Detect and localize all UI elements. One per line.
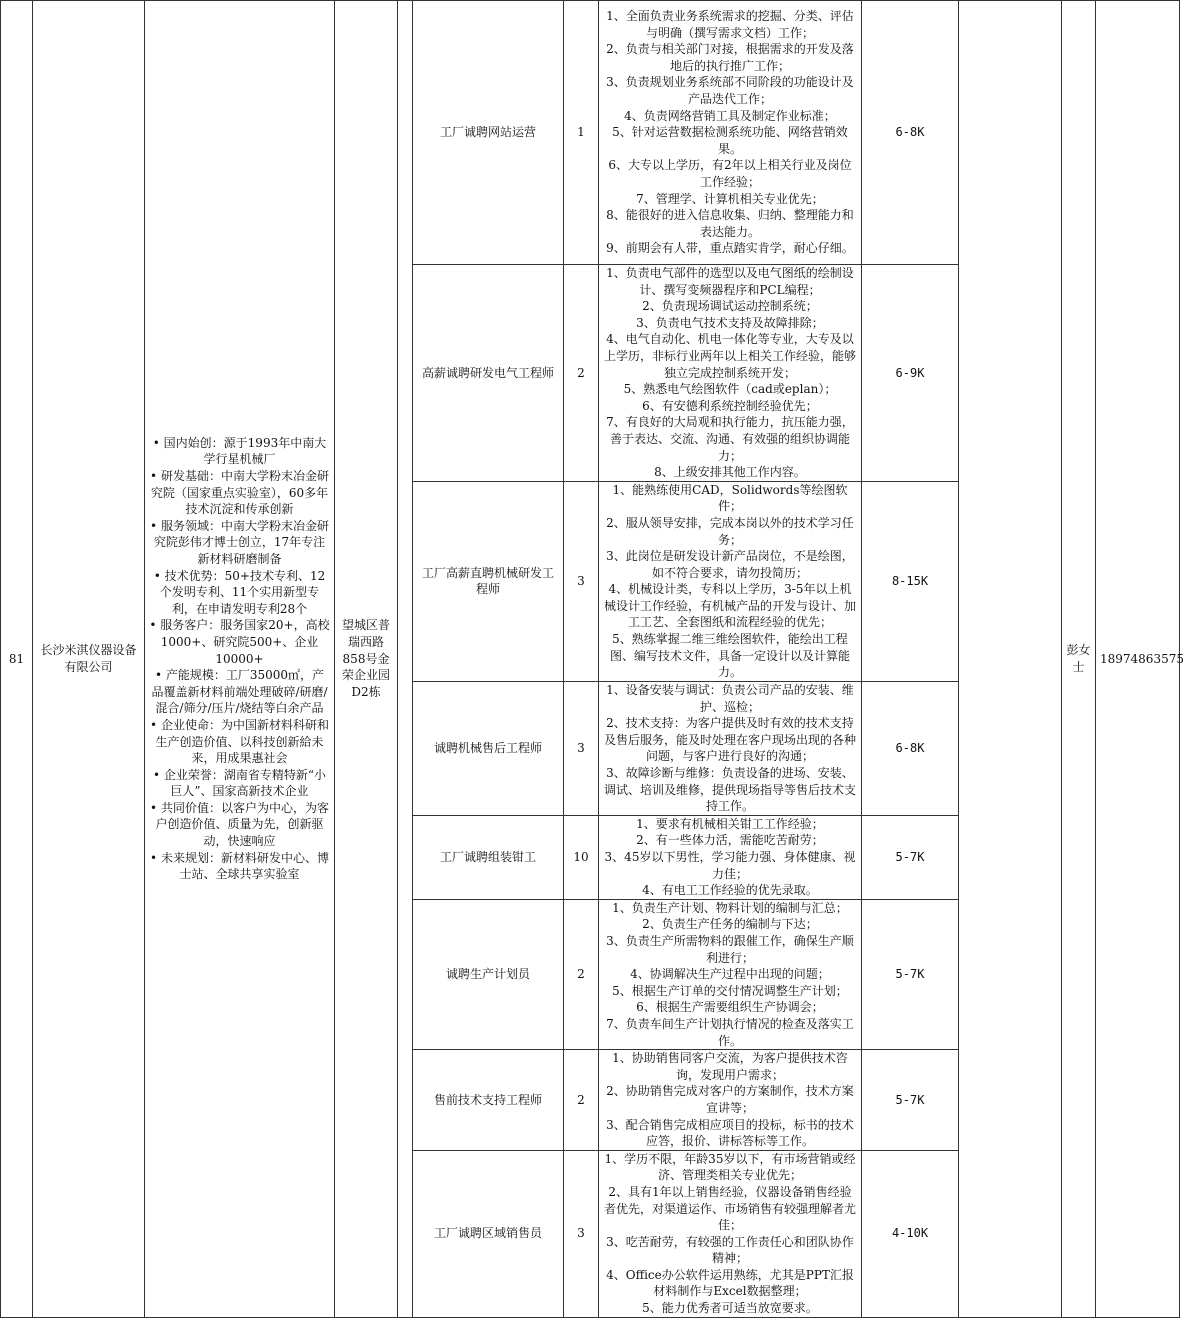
company-intro: [145, 1, 335, 1318]
requirement-line: 8、能很好的进入信息收集、归纳、整理能力和表达能力。: [606, 208, 854, 239]
requirement-line: 2、有一些体力活，需能吃苦耐劳；: [636, 833, 824, 848]
intro-item: • 国内始创：源于1993年中南大学行星机械厂: [152, 435, 327, 467]
requirement-line: 2、服从领导安排，完成本岗以外的技术学习任务；: [606, 515, 854, 547]
intro-item: • 产能规模：工厂35000㎡，产品覆盖新材料前端处理破碎/研磨/混合/筛分/压片/烧结等白余产品: [151, 668, 328, 716]
requirement-line: 5、根据生产订单的交付情况调整生产计划；: [612, 983, 848, 998]
requirement-line: 7、负责车间生产计划执行情况的检查及落实工作。: [606, 1016, 854, 1048]
requirement-line: 4、机械设计类，专科以上学历，3-5年以上机械设计工作经验，有机械产品的开发与设计、加工工艺、全套图纸和流程经验的优先；: [603, 582, 856, 630]
requirement-line: 6、有安德利系统控制经验优先；: [642, 398, 818, 413]
requirement-line: 2、负责与相关部门对接，根据需求的开发及落地后的执行推广工作；: [606, 42, 854, 73]
requirement-line: 2、协助销售完成对客户的方案制作，技术方案宣讲等；: [606, 1084, 854, 1115]
job-salary: 8-15K: [862, 481, 959, 681]
requirement-line: 2、负责生产任务的编制与下达；: [642, 917, 818, 932]
intro-item: • 未来规划：新材料研发中心、博士站、全球共享实验室: [150, 850, 329, 882]
company-address: 望城区普瑞西路858号金荣企业园D2栋: [335, 1, 398, 1318]
job-count: 2: [564, 899, 599, 1049]
requirement-line: 2、具有1年以上销售经验，仪器设备销售经验者优先，对渠道运作、市场销售有较强理解者尤佳；: [603, 1184, 856, 1233]
job-salary: 6-8K: [862, 1, 959, 265]
job-count: 1: [564, 1, 599, 265]
requirement-line: 1、负责电气部件的选型以及电气图纸的绘制设计、撰写变频器程序和PCL编程；: [606, 266, 854, 297]
requirement-line: 4、有电工工作经验的优先录取。: [642, 883, 818, 898]
requirement-line: 5、能力优秀者可适当放宽要求。: [642, 1301, 818, 1316]
requirement-line: 1、负责生产计划、物料计划的编制与汇总；: [612, 900, 848, 915]
job-requirements: [599, 899, 862, 1049]
requirement-line: 1、能熟练使用CAD，Solidwords等绘图软件；: [612, 482, 848, 514]
job-title: 诚聘机械售后工程师: [413, 681, 564, 815]
requirement-line: 4、协调解决生产过程中出现的问题；: [630, 967, 830, 982]
job-salary: 5-7K: [862, 899, 959, 1049]
requirement-line: 3、负责生产所需物料的跟催工作，确保生产顺利进行；: [606, 934, 854, 965]
requirement-line: 1、设备安装与调试：负责公司产品的安装、维护、巡检；: [606, 682, 854, 714]
intro-item: • 研发基础：中南大学粉末冶金研究院（国家重点实验室），60多年技术沉淀和传承创新: [150, 469, 329, 517]
job-count: 2: [564, 265, 599, 482]
job-salary: 5-7K: [862, 815, 959, 899]
intro-item: • 服务客户：服务国家20+，高校1000+、研究院500+、企业10000+: [149, 618, 330, 666]
requirement-line: 4、Office办公软件运用熟练，尤其是PPT汇报材料制作与Excel数据整理；: [606, 1267, 854, 1299]
company-name: 长沙米淇仪器设备有限公司: [33, 1, 145, 1318]
job-count: 3: [564, 681, 599, 815]
job-title: 工厂诚聘区域销售员: [413, 1150, 564, 1317]
requirement-line: 3、配合销售完成相应项目的投标，标书的技术应答，报价、讲标答标等工作。: [606, 1117, 854, 1149]
job-salary: 5-7K: [862, 1050, 959, 1151]
contact-person: 彭女士: [1062, 1, 1096, 1318]
job-title: 高薪诚聘研发电气工程师: [413, 265, 564, 482]
requirement-line: 7、有良好的大局观和执行能力，抗压能力强，善于表达、交流、沟通、有效强的组织协调能力；: [606, 415, 854, 463]
requirement-line: 6、大专以上学历，有2年以上相关行业及岗位工作经验；: [608, 158, 852, 189]
requirement-line: 1、协助销售同客户交流，为客户提供技术咨询，发现用户需求；: [612, 1051, 848, 1082]
requirement-line: 3、负责规划业务系统部不同阶段的功能设计及产品迭代工作；: [606, 75, 854, 107]
job-requirements: [599, 681, 862, 815]
requirement-line: 8、上级安排其他工作内容。: [654, 465, 806, 480]
job-title: 诚聘生产计划员: [413, 899, 564, 1049]
intro-item: • 共同价值：以客户为中心，为客户创造价值、质量为先，创新驱动，快速响应: [150, 800, 329, 849]
requirement-line: 5、熟悉电气绘图软件（cad或eplan）；: [623, 382, 837, 397]
requirement-line: 3、故障诊断与维修：负责设备的进场、安装、调试、培训及维修，提供现场指导等售后技术支持工作。: [603, 765, 856, 814]
job-salary: 6-8K: [862, 681, 959, 815]
requirement-line: 3、45岁以下男性，学习能力强、身体健康、视力佳；: [604, 850, 856, 881]
job-title: 工厂诚聘网站运营: [413, 1, 564, 265]
job-title: 工厂诚聘组装钳工: [413, 815, 564, 899]
requirement-line: 5、针对运营数据检测系统功能、网络营销效果。: [612, 125, 848, 156]
job-requirements: [599, 1150, 862, 1317]
spacer-cell: [959, 1, 1062, 1318]
requirement-line: 3、此岗位是研发设计新产品岗位，不是绘图，如不符合要求，请勿投简历；: [606, 549, 854, 580]
job-requirements: [599, 815, 862, 899]
requirement-line: 1、要求有机械相关钳工工作经验；: [636, 816, 824, 831]
requirement-line: 3、负责电气技术支持及故障排除；: [636, 315, 824, 330]
job-title: 售前技术支持工程师: [413, 1050, 564, 1151]
job-salary: 6-9K: [862, 265, 959, 482]
intro-item: • 技术优势：50+技术专利、12个发明专利、11个实用新型专利，在申请发明专利28个: [153, 568, 326, 616]
spacer-cell: [398, 1, 413, 1318]
requirement-line: 3、吃苦耐劳，有较强的工作责任心和团队协作精神；: [606, 1234, 854, 1266]
requirement-line: 6、根据生产需要组织生产协调会；: [636, 1000, 824, 1015]
job-count: 3: [564, 481, 599, 681]
requirement-line: 2、技术支持：为客户提供及时有效的技术支持及售后服务，能及时处理在客户现场出现的各种问题，与客户进行良好的沟通；: [603, 716, 856, 764]
requirement-line: 4、电气自动化、机电一体化等专业，大专及以上学历，非标行业两年以上相关工作经验，能够独立完成控制系统开发；: [603, 332, 856, 380]
intro-item: • 企业荣誉：湖南省专精特新“小巨人”、国家高新技术企业: [152, 767, 327, 799]
job-count: 2: [564, 1050, 599, 1151]
job-requirements: [599, 265, 862, 482]
requirement-line: 2、负责现场调试运动控制系统；: [642, 299, 818, 314]
job-salary: 4-10K: [862, 1150, 959, 1317]
contact-phone: 18974863575: [1096, 1, 1180, 1318]
requirement-line: 5、熟练掌握二维三维绘图软件，能绘出工程图、编写技术文件，具备一定设计以及计算能力。: [609, 632, 850, 680]
job-requirements: [599, 1050, 862, 1151]
job-requirements: [599, 1, 862, 265]
intro-item: • 服务领域：中南大学粉末冶金研究院彭伟才博士创立，17年专注新材料研磨制备: [150, 518, 329, 566]
job-requirements: [599, 481, 862, 681]
intro-item: • 企业使命：为中国新材料科研和生产创造价值、以科技创新給未来，用成果惠社会: [150, 717, 329, 766]
requirement-line: 1、全面负责业务系统需求的挖掘、分类、评估与明确（撰写需求文档）工作；: [606, 9, 854, 40]
job-title: 工厂高薪直聘机械研发工程师: [413, 481, 564, 681]
row-index: 81: [1, 1, 33, 1318]
requirement-line: 7、管理学、计算机相关专业优先；: [636, 191, 824, 206]
job-count: 3: [564, 1150, 599, 1317]
company-intro-list: [149, 435, 330, 883]
requirement-line: 1、学历不限，年龄35岁以下，有市场营销或经济、管理类相关专业优先；: [604, 1151, 856, 1183]
table-row: [1, 1, 1180, 265]
requirement-line: 9、前期会有人带，重点踏实肯学，耐心仔细。: [606, 241, 854, 256]
job-count: 10: [564, 815, 599, 899]
requirement-line: 4、负责网络营销工具及制定作业标准；: [624, 108, 836, 123]
